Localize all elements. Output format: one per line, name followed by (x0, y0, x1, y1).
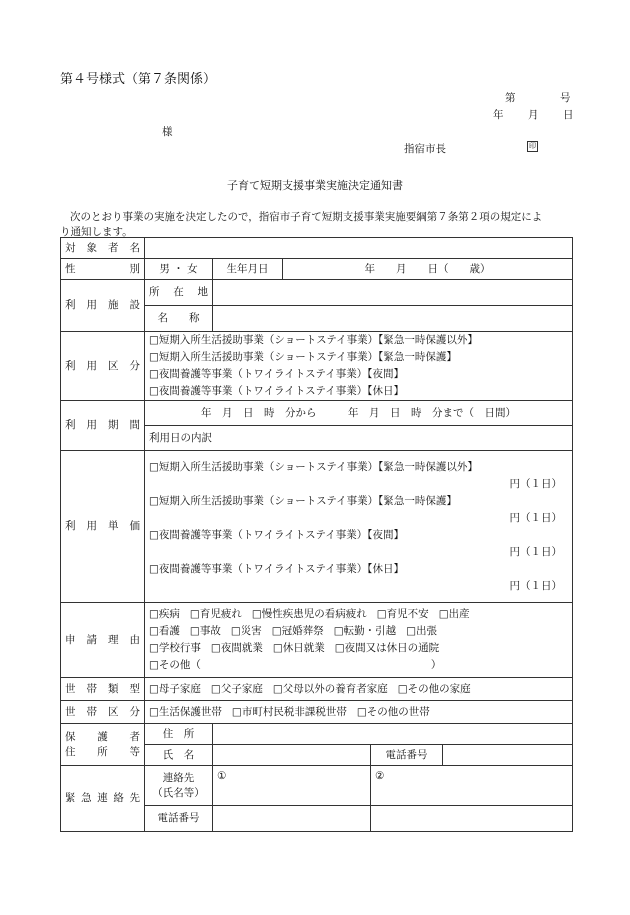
price-unit-3[interactable]: 円（１日） (509, 545, 563, 558)
reason-option[interactable]: □冠婚葬祭 (271, 625, 324, 637)
reason-option[interactable]: □出張 (406, 625, 438, 637)
birth-label: 生年月日 (213, 259, 283, 280)
price-label: 利用単価 (61, 451, 145, 603)
facility-address-field[interactable] (213, 280, 573, 306)
period-breakdown[interactable]: 利用日の内訳 (145, 426, 573, 451)
category-option-1[interactable]: □短期入所生活援助事業（ショートステイ事業）【緊急一時保護以外】 (149, 334, 478, 346)
category-label: 利用区分 (61, 332, 145, 401)
price-item-3: □夜間養護等事業（トワイライトステイ事業）【夜間】 (149, 528, 404, 541)
reason-line-2 (149, 623, 568, 640)
guardian-label-1: 保護者 (61, 724, 145, 745)
household-type-option[interactable]: □母子家庭 (149, 682, 201, 695)
household-class-options (145, 701, 573, 724)
row-sex-birth (61, 259, 573, 280)
price-unit-2[interactable]: 円（１日） (509, 511, 563, 524)
reason-option[interactable]: □育児疲れ (189, 608, 242, 620)
household-class-option[interactable]: □生活保護世帯 (149, 705, 222, 718)
emergency-circle-2: ② (375, 770, 385, 782)
reason-option[interactable]: □学校行事 (149, 642, 201, 654)
document-title: 子育て短期支援事業実施決定通知書 (227, 179, 403, 192)
reason-option[interactable]: □休日就業 (272, 642, 325, 654)
emergency-phone-field-1[interactable] (213, 806, 371, 832)
emergency-contact-label (145, 766, 213, 806)
reason-option[interactable]: □夜間又は休日の通院 (334, 642, 440, 654)
date-year-label: 年 (493, 109, 504, 121)
household-type-option[interactable]: □父母以外の養育者家庭 (272, 682, 388, 695)
subject-label: 対象者名 (61, 238, 145, 259)
reason-option[interactable]: □夜間就業 (210, 642, 263, 654)
row-emergency-contact (61, 766, 573, 806)
facility-name-label: 名 称 (145, 306, 213, 332)
emergency-contact-label-2: （氏名等） (152, 786, 205, 799)
form-number: 第４号様式（第７条関係） (60, 72, 217, 87)
household-type-label: 世帯類型 (61, 678, 145, 701)
sex-label: 性別 (61, 259, 145, 280)
reason-option[interactable]: □育児不安 (376, 608, 429, 620)
reason-line-1 (149, 606, 568, 623)
price-item-1: □短期入所生活援助事業（ショートステイ事業）【緊急一時保護以外】 (149, 460, 478, 473)
reason-other[interactable]: □その他（ (149, 659, 201, 671)
price-items (145, 451, 573, 603)
reason-option[interactable]: □慢性疾患児の看病疲れ (251, 608, 367, 620)
category-options (145, 332, 573, 401)
reason-line-3 (149, 640, 568, 657)
facility-label: 利用施設 (61, 280, 145, 332)
emergency-label: 緊急連絡先 (61, 766, 145, 832)
row-period (61, 401, 573, 426)
sex-options[interactable]: 男 ・ 女 (145, 259, 213, 280)
reason-option[interactable]: □看護 (149, 625, 180, 637)
category-option-2[interactable]: □短期入所生活援助事業（ショートステイ事業）【緊急一時保護】 (149, 351, 457, 363)
guardian-name-field[interactable] (213, 745, 371, 766)
date-month-label: 月 (528, 109, 539, 121)
row-household-class (61, 701, 573, 724)
reason-option[interactable]: □疾病 (149, 608, 180, 620)
facility-address-label: 所在地 (145, 280, 213, 306)
period-value[interactable]: 年 月 日 時 分から 年 月 日 時 分まで（ 日間） (145, 401, 573, 426)
category-option-4[interactable]: □夜間養護等事業（トワイライトステイ事業）【休日】 (149, 385, 404, 397)
household-type-option[interactable]: □その他の家庭 (397, 682, 471, 695)
row-category (61, 332, 573, 401)
reason-option[interactable]: □転勤・引越 (333, 625, 397, 637)
row-facility-address (61, 280, 573, 306)
intro-line-2: り通知します。 (60, 226, 133, 238)
reason-other-close: ） (430, 659, 442, 671)
guardian-label-2: 住所等 (61, 745, 145, 766)
reason-line-4 (149, 657, 568, 674)
row-reason (61, 603, 573, 678)
guardian-name-label: 氏 名 (145, 745, 213, 766)
seal-mark: 印 (529, 142, 536, 150)
intro-line-1: 次のとおり事業の実施を決定したので，指宿市子育て短期支援事業実施要綱第７条第２項の規定によ (70, 211, 543, 223)
notification-form-table (60, 237, 573, 832)
emergency-contact-label-1: 連絡先 (162, 771, 195, 784)
row-subject (61, 238, 573, 259)
birth-value[interactable]: 年 月 日（ 歳） (283, 259, 573, 280)
price-unit-1[interactable]: 円（１日） (509, 477, 563, 490)
reason-option[interactable]: □災害 (230, 625, 262, 637)
household-class-option[interactable]: □市町村民税非課税世帯 (231, 705, 347, 718)
period-label: 利用期間 (61, 401, 145, 451)
price-unit-4[interactable]: 円（１日） (509, 579, 563, 592)
price-item-4: □夜間養護等事業（トワイライトステイ事業）【休日】 (149, 562, 404, 575)
document-number-suffix: 号 (560, 92, 571, 104)
emergency-contact-field-1[interactable] (213, 766, 371, 806)
row-guardian-name (61, 745, 573, 766)
document-number-prefix: 第 (505, 92, 516, 104)
guardian-address-field[interactable] (213, 724, 573, 745)
household-class-option[interactable]: □その他の世帯 (356, 705, 430, 718)
guardian-phone-label: 電話番号 (371, 745, 443, 766)
facility-name-field[interactable] (213, 306, 573, 332)
reason-option[interactable]: □事故 (189, 625, 221, 637)
emergency-phone-label: 電話番号 (145, 806, 213, 832)
emergency-phone-field-2[interactable] (371, 806, 573, 832)
emergency-contact-field-2[interactable] (371, 766, 573, 806)
addressee-honorific: 様 (162, 126, 173, 138)
guardian-phone-field[interactable] (443, 745, 573, 766)
row-price (61, 451, 573, 603)
row-guardian-address (61, 724, 573, 745)
emergency-circle-1: ① (217, 770, 227, 782)
reason-label: 申請理由 (61, 603, 145, 678)
price-item-2: □短期入所生活援助事業（ショートステイ事業）【緊急一時保護】 (149, 494, 457, 507)
household-type-option[interactable]: □父子家庭 (210, 682, 263, 695)
household-class-label: 世帯区分 (61, 701, 145, 724)
issuer-mayor: 指宿市長 (404, 143, 446, 155)
subject-name-field[interactable] (145, 238, 573, 259)
category-option-3[interactable]: □夜間養護等事業（トワイライトステイ事業）【夜間】 (149, 368, 404, 380)
date-day-label: 日 (563, 109, 574, 121)
row-household-type (61, 678, 573, 701)
reason-option[interactable]: □出産 (438, 608, 470, 620)
guardian-address-label: 住 所 (145, 724, 213, 745)
reason-options (145, 603, 573, 678)
household-type-options (145, 678, 573, 701)
